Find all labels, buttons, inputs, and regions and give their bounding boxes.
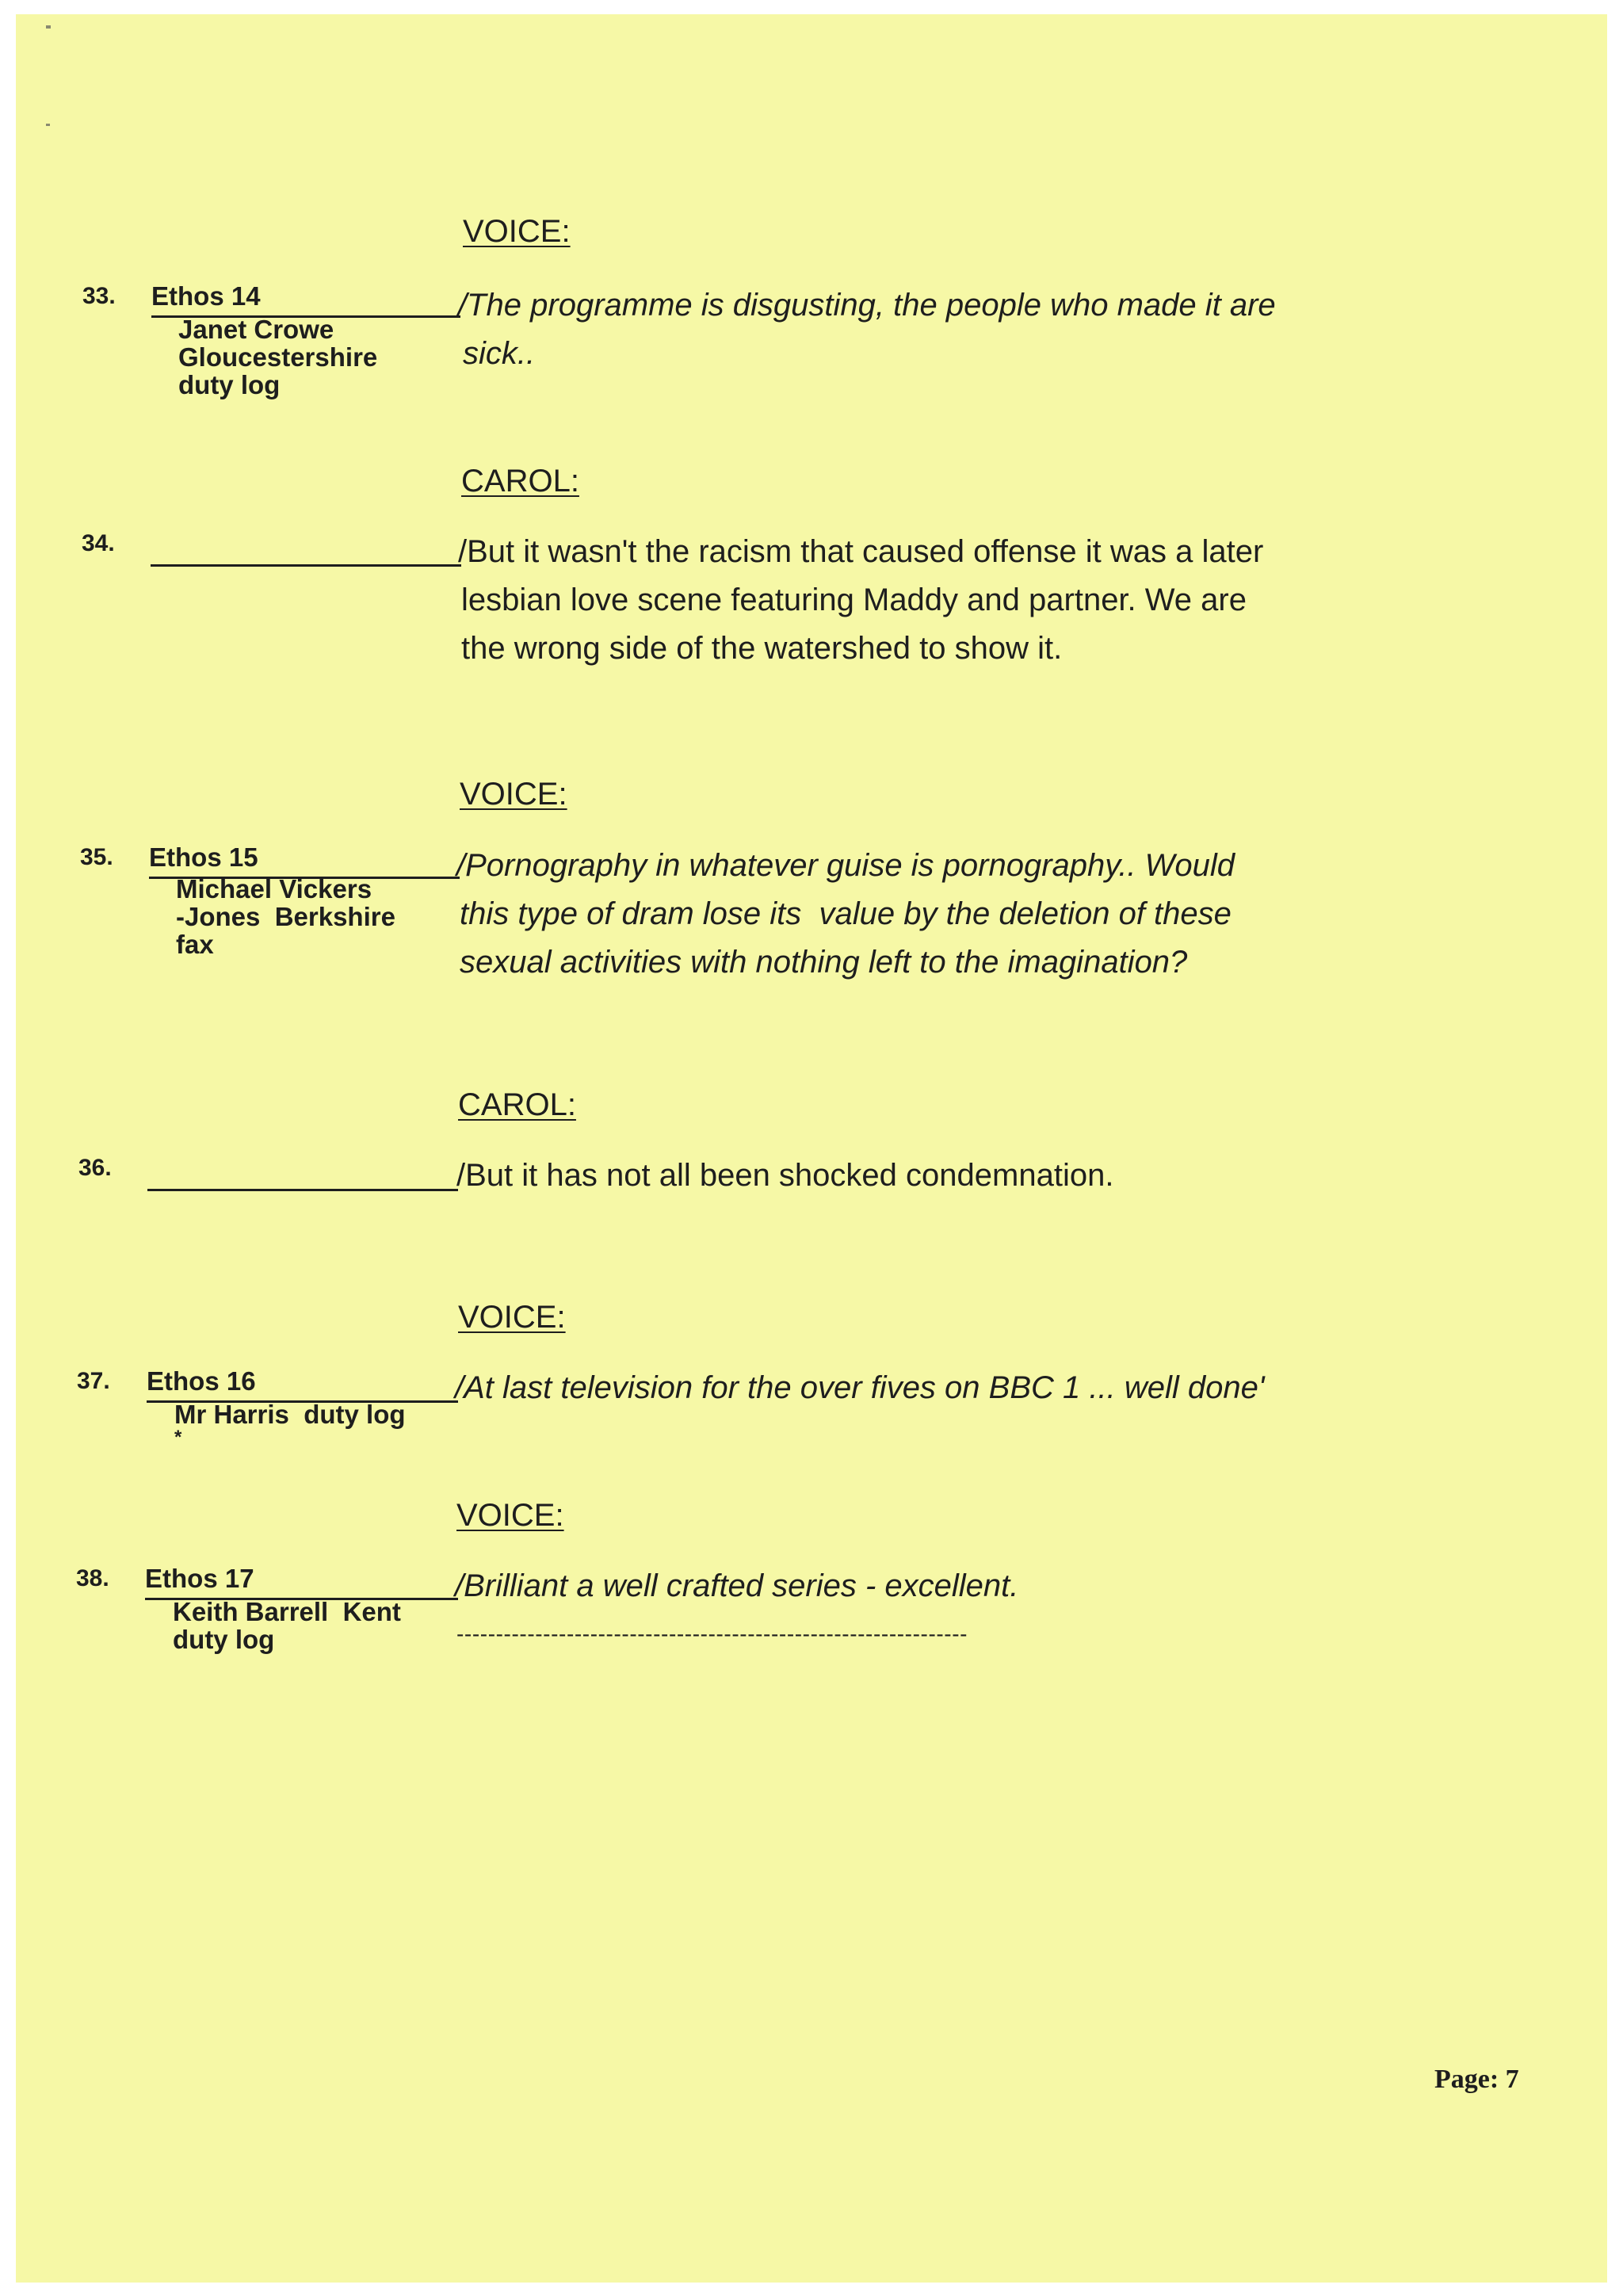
script-line: the wrong side of the watershed to show it. <box>461 631 1063 666</box>
quote-line: /At last television for the over fives on BBC 1 ... well done' <box>455 1370 1265 1405</box>
ethos-reference: Ethos 14 <box>151 281 261 311</box>
complainant-source: duty log <box>173 1625 275 1654</box>
script-line: lesbian love scene featuring Maddy and partner. We are <box>461 583 1247 617</box>
entry-number: 38. <box>76 1565 109 1591</box>
complainant-mark: * <box>174 1427 182 1448</box>
speaker-heading: CAROL: <box>461 464 579 499</box>
entry-number: 35. <box>80 844 113 870</box>
quote-line: this type of dram lose its value by the deletion of these <box>460 896 1232 931</box>
entry-rule <box>151 564 461 567</box>
quote-line: sick.. <box>463 336 536 371</box>
entry-number: 37. <box>77 1368 110 1394</box>
speaker-heading: VOICE: <box>456 1498 564 1533</box>
page-number: Page: 7 <box>1434 2065 1519 2094</box>
speaker-heading: VOICE: <box>458 1300 566 1335</box>
script-line: /But it has not all been shocked condemnation. <box>456 1158 1114 1193</box>
entry-number: 34. <box>82 530 115 556</box>
quote-line: /Pornography in whatever guise is pornography.. Would <box>456 848 1235 883</box>
entry-rule <box>147 1189 458 1191</box>
entry-number: 36. <box>78 1155 112 1181</box>
complainant-region: Gloucestershire <box>178 342 378 372</box>
complainant-name: Keith Barrell Kent <box>173 1597 401 1626</box>
entry-number: 33. <box>82 283 116 309</box>
complainant-region: -Jones Berkshire <box>176 902 395 931</box>
scan-speck <box>46 124 50 126</box>
ethos-reference: Ethos 15 <box>149 842 258 872</box>
speaker-heading: CAROL: <box>458 1087 576 1122</box>
complainant-name: Mr Harris duty log <box>174 1400 406 1429</box>
complainant-source: fax <box>176 930 214 959</box>
ethos-reference: Ethos 16 <box>147 1366 256 1396</box>
complainant-name: Janet Crowe <box>178 315 334 344</box>
speaker-heading: VOICE: <box>463 214 571 249</box>
scan-speck <box>46 25 51 29</box>
speaker-heading: VOICE: <box>460 777 567 812</box>
script-line: /But it wasn't the racism that caused offense it was a later <box>458 534 1264 569</box>
end-dashed-rule: ----------------------------------------------------------------- <box>456 1622 968 1646</box>
ethos-reference: Ethos 17 <box>145 1564 254 1593</box>
complainant-source: duty log <box>178 370 281 399</box>
quote-line: sexual activities with nothing left to the imagination? <box>460 945 1188 980</box>
quote-line: /Brilliant a well crafted series - excellent. <box>455 1568 1019 1603</box>
complainant-name: Michael Vickers <box>176 874 372 904</box>
quote-line: /The programme is disgusting, the people who made it are <box>458 288 1276 323</box>
